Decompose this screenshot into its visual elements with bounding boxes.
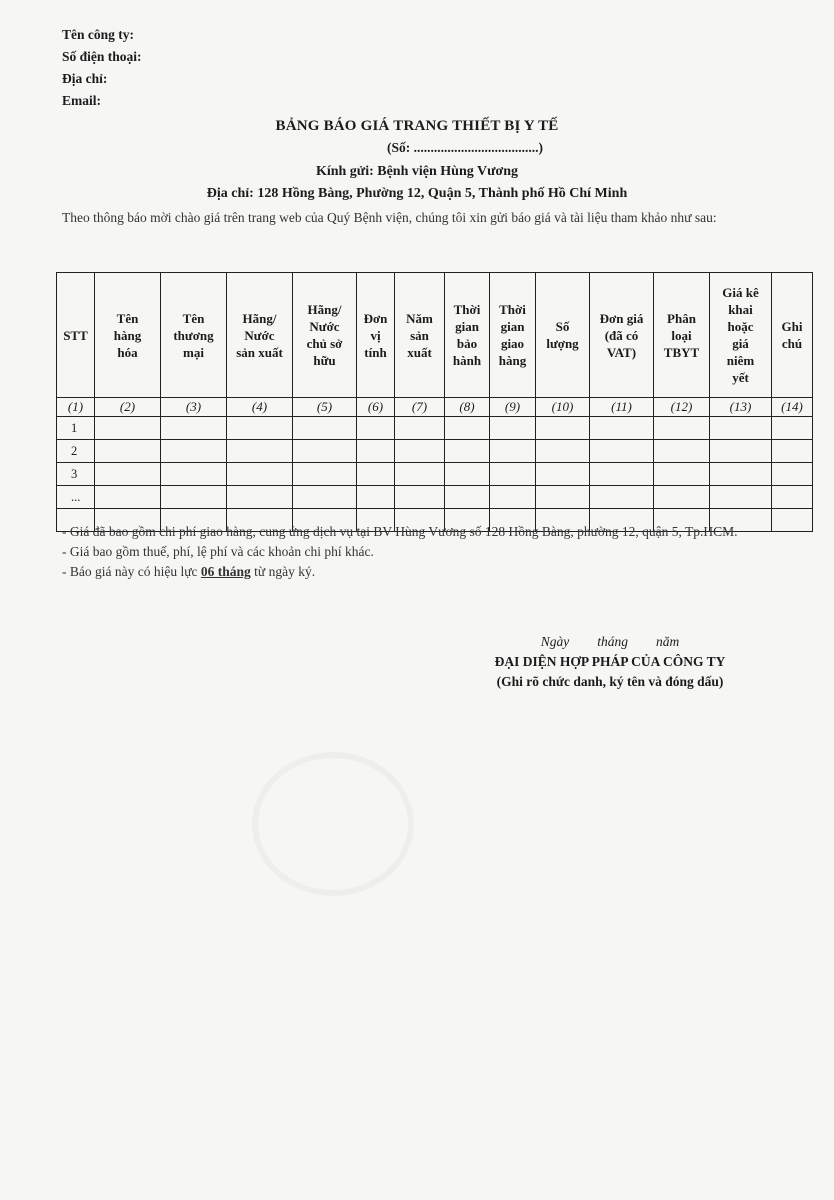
column-header-line: Số [555, 319, 570, 334]
column-header-line: Tên [116, 310, 139, 326]
table-cell [536, 417, 590, 440]
table-cell [161, 463, 227, 486]
company-info [62, 24, 142, 112]
table-cell [772, 440, 813, 463]
column-header-line: (đã có [604, 327, 639, 343]
table-cell [654, 486, 710, 509]
table-cell [772, 486, 813, 509]
column-header-line: Nước [244, 327, 275, 343]
column-header-line: hóa [117, 344, 138, 360]
column-number: (13) [710, 398, 772, 417]
column-number-row [57, 398, 813, 417]
column-header-line: VAT) [606, 344, 637, 360]
column-header-line: thương [173, 327, 214, 343]
column-header [445, 273, 490, 398]
table-cell [590, 463, 654, 486]
notes [62, 522, 792, 582]
table-cell [710, 440, 772, 463]
column-header-line: sản xuất [236, 344, 283, 360]
column-number: (1) [57, 398, 95, 417]
column-header-line: Thời [499, 302, 526, 317]
table-cell [395, 417, 445, 440]
column-header-line: Nước [309, 319, 340, 334]
column-header-line: hữu [313, 353, 336, 368]
column-header-line: Thời [453, 302, 481, 317]
column-number: (7) [395, 398, 445, 417]
column-header-line: loại [671, 327, 692, 343]
company-phone-label: Số điện thoại: [62, 49, 142, 64]
column-header-line: chủ sở [306, 336, 343, 351]
note-taxes: - Giá bao gồm thuế, phí, lệ phí và các khoản chi phí khác. [62, 544, 374, 559]
faded-stamp [252, 752, 414, 896]
table-cell [95, 463, 161, 486]
table-cell [490, 417, 536, 440]
column-header [227, 273, 293, 398]
column-header-line: hoặc [727, 319, 754, 334]
column-header [654, 273, 710, 398]
column-header-line: vị [370, 327, 381, 343]
table-cell [445, 440, 490, 463]
table-cell [590, 417, 654, 440]
table-cell [536, 463, 590, 486]
column-number: (11) [590, 398, 654, 417]
column-header-line: chú [781, 336, 803, 351]
column-header [772, 273, 813, 398]
table-row [57, 417, 813, 440]
table-cell [536, 486, 590, 509]
column-header-line: Giá kê [722, 285, 759, 300]
column-number: (14) [772, 398, 813, 417]
column-number: (8) [445, 398, 490, 417]
company-email-label: Email: [62, 93, 101, 108]
column-header-line: Hãng/ [307, 302, 342, 317]
column-header-line: Tên [182, 310, 205, 326]
row-number-cell: ... [57, 486, 95, 509]
table-cell [293, 486, 357, 509]
column-header [57, 273, 95, 398]
column-header-line: bảo [456, 336, 478, 351]
column-number: (6) [357, 398, 395, 417]
table-cell [395, 463, 445, 486]
table-cell [95, 486, 161, 509]
note-validity: - Báo giá này có hiệu lực 06 tháng từ ngày ký. [62, 564, 316, 579]
table-cell [772, 463, 813, 486]
table-row [57, 463, 813, 486]
column-header-line: gian [455, 319, 479, 334]
table-cell [654, 440, 710, 463]
table-cell [490, 463, 536, 486]
table-cell [293, 440, 357, 463]
table-cell [95, 440, 161, 463]
intro-text: Theo thông báo mời chào giá trên trang web của Quý Bệnh viện, chúng tôi xin gửi báo giá và tài liệu tham khảo như sau: [62, 210, 717, 225]
table-cell [395, 440, 445, 463]
column-number: (3) [161, 398, 227, 417]
table-cell [227, 417, 293, 440]
validity-period: 06 tháng [200, 564, 251, 579]
table-cell [161, 486, 227, 509]
column-header [293, 273, 357, 398]
company-name-label: Tên công ty: [62, 27, 134, 42]
column-number: (12) [654, 398, 710, 417]
column-header [490, 273, 536, 398]
table-cell [357, 417, 395, 440]
document-number: (Số: .....................................) [387, 140, 543, 155]
recipient-address: Địa chỉ: 128 Hồng Bàng, Phường 12, Quận 5, Thành phố Hồ Chí Minh [206, 186, 628, 201]
representative-label: ĐẠI DIỆN HỢP PHÁP CỦA CÔNG TY [494, 654, 726, 669]
document-title: BẢNG BÁO GIÁ TRANG THIẾT BỊ Y TẾ [275, 118, 559, 134]
table-cell [710, 417, 772, 440]
table-cell [590, 440, 654, 463]
column-header [161, 273, 227, 398]
table-cell [161, 440, 227, 463]
table-cell [293, 463, 357, 486]
table-cell [445, 486, 490, 509]
column-header-line: Đơn [363, 310, 388, 326]
table-cell [227, 463, 293, 486]
table-cell [590, 486, 654, 509]
table-row [57, 440, 813, 463]
table-cell [490, 440, 536, 463]
table-cell [95, 417, 161, 440]
column-header-line: TBYT [663, 344, 700, 360]
table-cell [710, 463, 772, 486]
column-header-line: mại [183, 344, 204, 360]
column-header-line: yết [732, 370, 749, 385]
table-cell [357, 440, 395, 463]
signature-date: Ngày tháng năm [540, 634, 680, 649]
signature-block [440, 634, 780, 694]
column-header-line: niêm [726, 353, 755, 368]
table-cell [654, 417, 710, 440]
column-header-line: Ghi [781, 319, 803, 334]
column-header [590, 273, 654, 398]
column-header-line: Hãng/ [242, 310, 277, 326]
table-cell [536, 440, 590, 463]
company-address-label: Địa chỉ: [62, 71, 108, 86]
row-number-cell: 2 [57, 440, 95, 463]
column-header [536, 273, 590, 398]
table-row [57, 486, 813, 509]
table-cell [772, 417, 813, 440]
table-cell [293, 417, 357, 440]
column-header-line: Phân [667, 310, 696, 326]
table-cell [227, 440, 293, 463]
table-cell [357, 463, 395, 486]
note-delivery: - Giá đã bao gồm chi phí giao hàng, cung ứng dịch vụ tại BV Hùng Vương số 128 Hồng Bàng, phường 12, quận 5, Tp.HCM. [62, 524, 738, 539]
column-number: (2) [95, 398, 161, 417]
column-header [710, 273, 772, 398]
table-cell [161, 417, 227, 440]
column-number: (10) [536, 398, 590, 417]
column-header-line: lượng [546, 336, 579, 351]
table-cell [445, 463, 490, 486]
column-number: (4) [227, 398, 293, 417]
column-header-line: khai [728, 302, 753, 317]
recipient: Kính gửi: Bệnh viện Hùng Vương [315, 164, 519, 179]
table-cell [227, 486, 293, 509]
quotation-table [56, 272, 813, 532]
table-cell [490, 486, 536, 509]
column-header-line: STT [63, 327, 88, 343]
column-header [395, 273, 445, 398]
row-number-cell: 1 [57, 417, 95, 440]
table-cell [357, 486, 395, 509]
table-cell [710, 486, 772, 509]
column-header [95, 273, 161, 398]
column-header-line: hành [452, 353, 482, 368]
signature-instruction: (Ghi rõ chức danh, ký tên và đóng dấu) [496, 674, 724, 689]
row-number-cell: 3 [57, 463, 95, 486]
table-header-row [57, 273, 813, 398]
column-header-line: Năm [406, 310, 433, 326]
column-header-line: giao [500, 336, 525, 351]
column-number: (9) [490, 398, 536, 417]
column-number: (5) [293, 398, 357, 417]
column-header-line: giá [732, 336, 749, 351]
table-cell [445, 417, 490, 440]
column-header-line: Đơn giá [599, 310, 644, 326]
column-header-line: hàng [113, 327, 142, 343]
column-header-line: hàng [498, 353, 527, 368]
column-header-line: gian [500, 319, 525, 334]
table-cell [654, 463, 710, 486]
table-cell [395, 486, 445, 509]
column-header-line: tính [364, 344, 387, 360]
column-header [357, 273, 395, 398]
column-header-line: xuất [407, 344, 432, 360]
column-header-line: sản [410, 327, 429, 343]
